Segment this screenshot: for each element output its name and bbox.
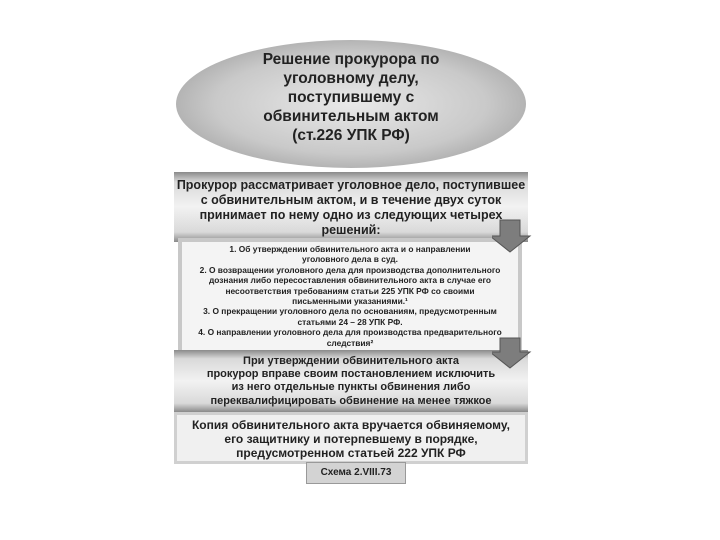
ellipse-line: обвинительным актом — [263, 108, 439, 125]
approval-box — [174, 350, 528, 412]
ellipse-line: (ст.226 УПК РФ) — [292, 127, 410, 144]
copy-box — [174, 412, 528, 464]
option-line: статьями 24 – 28 УПК РФ. — [297, 316, 403, 327]
approval-line: прокурор вправе своим постановлением исключить — [206, 368, 496, 381]
copy-line: предусмотренном статьей 222 УПК РФ — [236, 446, 466, 460]
review-line: решений: — [321, 223, 381, 237]
copy-line: его защитнику и потерпевшему в порядке, — [224, 432, 478, 446]
review-line: Прокурор рассматривает уголовное дело, поступившее — [176, 178, 526, 192]
ellipse-line: поступившему с — [287, 89, 415, 106]
review-line: принимает по нему одно из следующих четырех — [199, 208, 503, 222]
copy-line: Копия обвинительного акта вручается обвиняемому, — [191, 418, 511, 432]
option-line: следствия² — [326, 337, 374, 348]
options-box — [178, 238, 522, 354]
option-line: дознания либо пересоставления обвинительного акта в случае его — [208, 275, 492, 286]
ellipse-title — [196, 50, 506, 145]
option-line: 3. О прекращении уголовного дела по основаниям, предусмотренным — [203, 306, 497, 317]
option-line: 4. О направлении уголовного дела для производства предварительного — [198, 327, 502, 338]
review-line: с обвинительным актом, и в течение двух суток — [200, 193, 502, 207]
ellipse-line: уголовному делу, — [283, 70, 419, 87]
option-line: уголовного дела в суд. — [302, 254, 398, 265]
approval-line: При утверждении обвинительного акта — [243, 355, 459, 367]
approval-line: переквалифицировать обвинение на менее тяжкое — [210, 394, 492, 407]
arrow-down-icon — [492, 336, 532, 370]
option-line: несоответствия требованиям статьи 225 УПК РФ со своими — [225, 285, 475, 296]
option-line: 1. Об утверждении обвинительного акта и о направлении — [229, 244, 471, 254]
review-box — [174, 172, 528, 242]
arrow-down-icon — [492, 218, 532, 254]
ellipse-line: Решение прокурора по — [262, 51, 440, 68]
approval-line: из него отдельные пункты обвинения либо — [231, 381, 471, 394]
schema-caption: Схема 2.VIII.73 — [306, 462, 406, 484]
option-line: письменными указаниями.¹ — [292, 296, 408, 307]
option-line: 2. О возвращении уголовного дела для производства дополнительного — [199, 264, 501, 275]
